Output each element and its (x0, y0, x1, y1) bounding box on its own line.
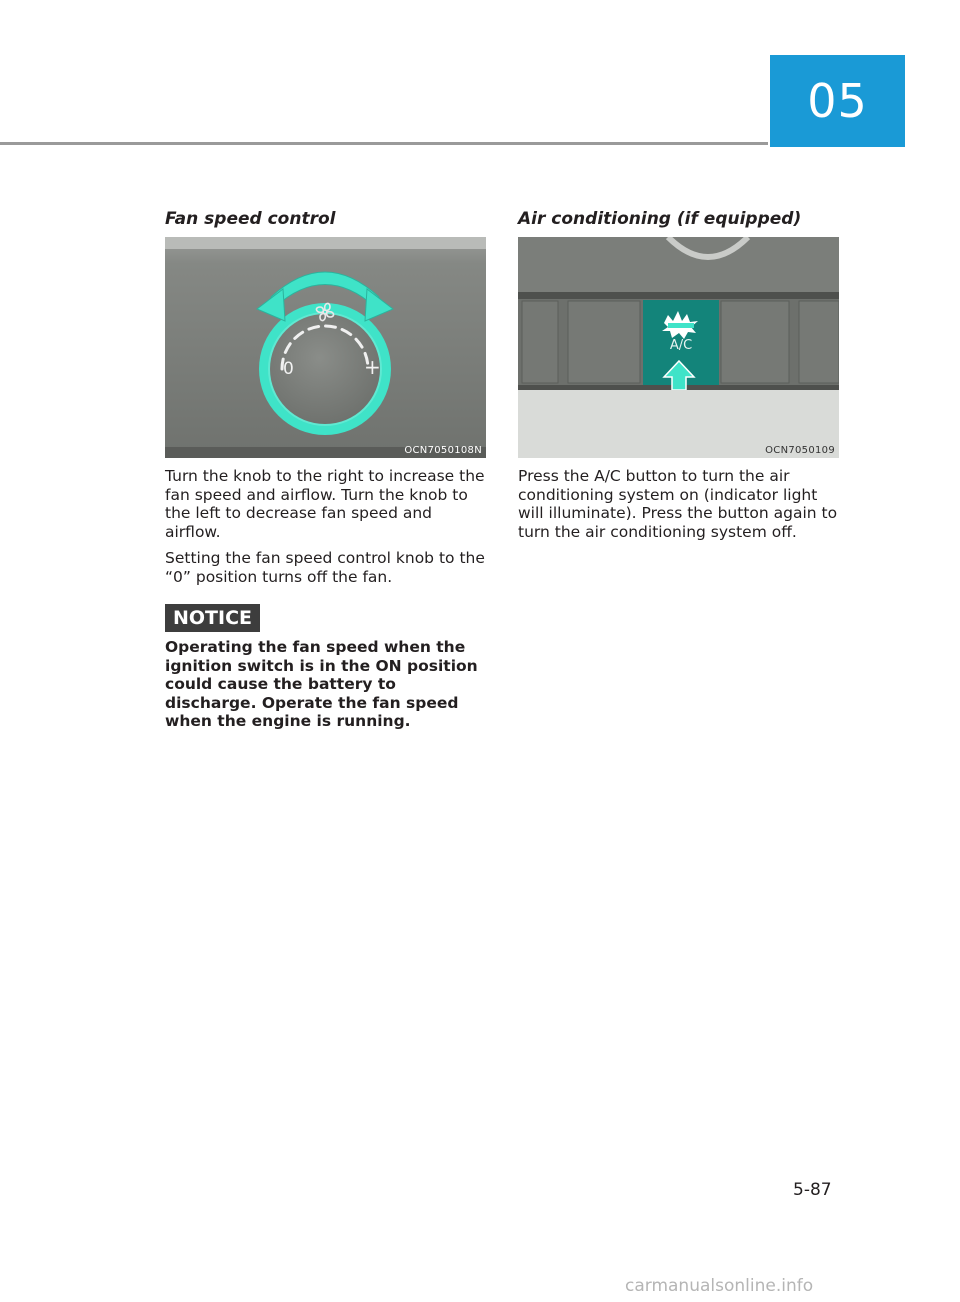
knob-plus-label: + (364, 355, 381, 379)
ac-button-illustration (518, 237, 839, 458)
air-conditioning-figure (518, 237, 839, 458)
ac-description (518, 467, 843, 549)
ac-figure-code: OCN7050109 (765, 445, 835, 456)
notice-label: NOTICE (165, 604, 260, 632)
fan-paragraph-2: Setting the fan speed control knob to the “0” position turns off the fan. (165, 549, 485, 586)
fan-speed-title: Fan speed control (165, 209, 336, 229)
chapter-tab: 05 (770, 55, 905, 147)
header-rule (0, 142, 768, 145)
page-number: 5-87 (793, 1180, 832, 1200)
ac-paragraph-1: Press the A/C button to turn the air conditioning system on (indicator light will illuminate). Press the button again to turn the air conditioning system off. (518, 467, 838, 541)
fan-paragraph-1: Turn the knob to the right to increase the fan speed and airflow. Turn the knob to the left to decrease fan speed and airflow. (165, 467, 485, 541)
watermark[interactable]: carmanualsonline.info (625, 1276, 814, 1296)
knob-zero-label: 0 (283, 359, 294, 379)
fan-figure-code: OCN7050108N (404, 445, 482, 456)
notice-text: Operating the fan speed when the ignition switch is in the ON position could cause the battery to discharge. Operate the fan speed when the engine is running. (165, 638, 478, 730)
fan-knob-illustration (165, 237, 486, 458)
air-conditioning-title: Air conditioning (if equipped) (518, 209, 802, 229)
fan-speed-description (165, 467, 490, 594)
ac-button-label: A/C (669, 338, 693, 353)
fan-speed-figure (165, 237, 486, 458)
